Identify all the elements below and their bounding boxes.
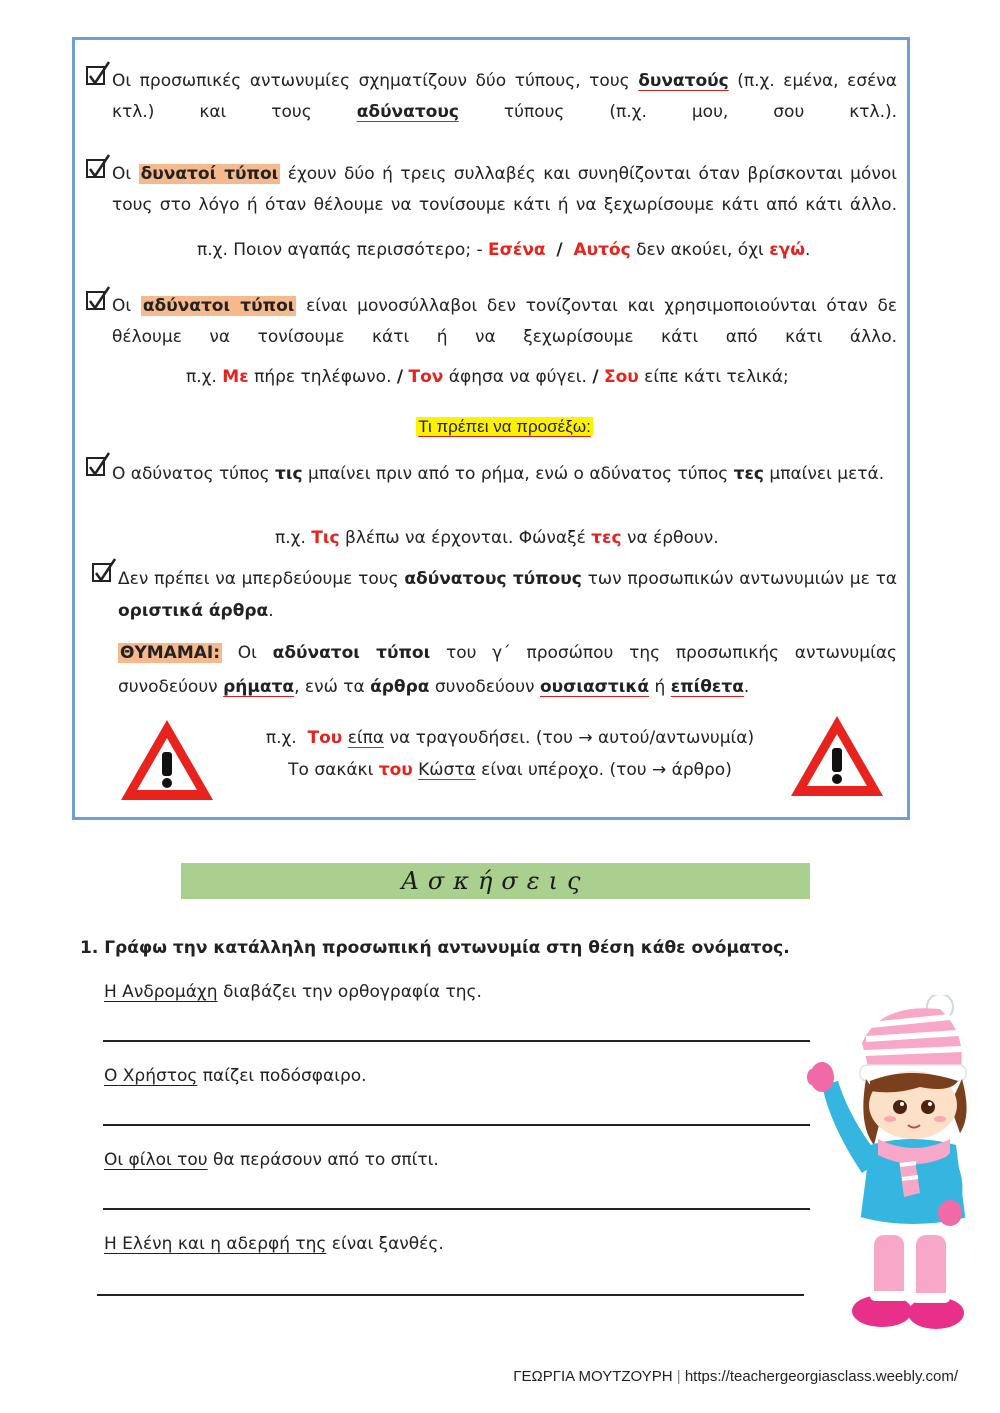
answer-line-2[interactable] [103,1124,810,1126]
warning-icon [787,712,887,804]
attention-heading: Τι πρέπει να προσέξω: [418,417,591,436]
theory-paragraph-3: Οι αδύνατοι τύποι είναι μονοσύλλαβοι δεν τονίζονται και χρησιμοποιούνται όταν δε θέλουμε να τονίσουμε κάτι ή να ξεχωρίσουμε κάτι από κάτι άλλο. [112,296,898,347]
remember-note: ΘΥΜΑΜΑΙ: Οι αδύνατοι τύποι του γ΄ προσώπου της προσωπικής αντωνυμίας συνοδεύουν ρήματα, ενώ τα άρθρα συνοδεύουν ουσιαστικά ή επίθετα. [118,643,898,697]
theory-paragraph-5: Δεν πρέπει να μπερδεύουμε τους αδύνατους τύπους των προσωπικών αντωνυμιών με τα οριστικά άρθρα. [118,569,898,621]
example-tis-tes: π.χ. Τις βλέπω να έρχονται. Φώναξέ τες να έρθουν. [275,528,719,548]
exercise-item-1: Η Ανδρομάχη διαβάζει την ορθογραφία της. [104,982,482,1002]
theory-paragraph-2: Οι δυνατοί τύποι έχουν δύο ή τρεις συλλαβές και συνηθίζονται όταν βρίσκονται μόνοι τους στο λόγο ή όταν θέλουμε να τονίσουμε κάτι ή να ξεχωρίσουμε κάτι από κάτι άλλο. [112,164,897,215]
footer-author: ΓΕΩΡΓΙΑ ΜΟΥΤΖΟΥΡΗ [513,1368,673,1385]
checkbox-icon [86,291,105,310]
checkbox-icon [86,159,105,178]
exercises-title-bar [181,863,810,899]
exercise-item-3: Οι φίλοι του θα περάσουν από το σπίτι. [104,1150,439,1170]
exercise-item-2: Ο Χρήστος παίζει ποδόσφαιρο. [104,1066,367,1086]
checkbox-icon [86,457,105,476]
footer [513,1368,958,1385]
example-weak: π.χ. Με πήρε τηλέφωνο. / Τον άφησα να φύγει. / Σου είπε κάτι τελικά; [186,367,789,387]
example-strong: π.χ. Ποιον αγαπάς περισσότερο; - Εσένα / Αυτός δεν ακούει, όχι εγώ. [197,240,811,260]
exercise-item-4: Η Ελένη και η αδερφή της είναι ξανθές. [104,1234,444,1254]
answer-line-1[interactable] [103,1040,810,1042]
exercises-title: Ασκήσεις [401,867,590,895]
warning-icon [117,716,217,808]
answer-line-4[interactable] [97,1294,804,1296]
girl-illustration [800,995,970,1344]
question-1: 1. Γράφω την κατάλληλη προσωπική αντωνυμία στη θέση κάθε ονόματος. [80,938,790,958]
footer-url[interactable]: https://teachergeorgiasclass.weebly.com/ [684,1368,958,1385]
theory-paragraph-1: Οι προσωπικές αντωνυμίες σχηματίζουν δύο τύπους, τους δυνατούς (π.χ. εμένα, εσένα κτλ.) και τους αδύνατους τύπους (π.χ. μου, σου κτλ.). [112,71,898,122]
example-article-pronoun: π.χ. Του είπα να τραγουδήσει. (του → αυτού/αντωνυμία) Το σακάκι του Κώστα είναι υπέροχο. (του → άρθρο) [265,728,755,780]
answer-line-3[interactable] [103,1208,810,1210]
checkbox-icon [92,563,111,582]
checkbox-icon [86,66,105,85]
footer-divider: | [676,1368,681,1385]
theory-paragraph-4: Ο αδύνατος τύπος τις μπαίνει πριν από το ρήμα, ενώ ο αδύνατος τύπος τες μπαίνει μετά. [112,464,885,484]
